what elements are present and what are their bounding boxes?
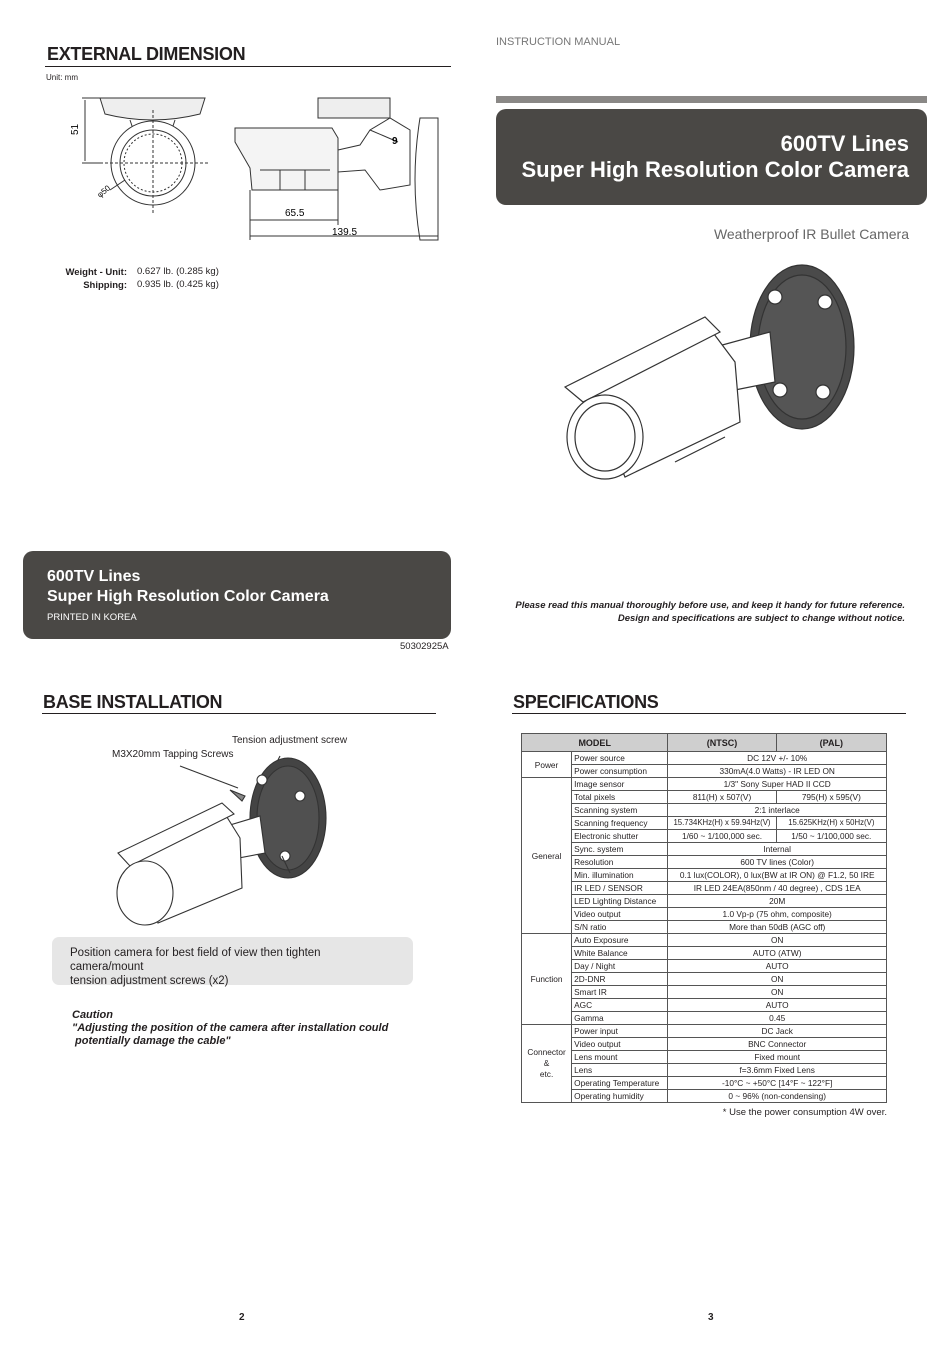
spec-footnote: * Use the power consumption 4W over. (722, 1107, 887, 1118)
table-row (522, 960, 887, 973)
table-row (522, 1077, 887, 1090)
spec-item: AGC (572, 999, 668, 1012)
back-cover-banner (23, 551, 451, 639)
table-row (522, 1038, 887, 1051)
spec-value: AUTO (ATW) (668, 947, 887, 960)
spec-item: Scanning system (572, 804, 668, 817)
spec-value: -10°C ~ +50°C [14°F ~ 122°F] (668, 1077, 887, 1090)
table-row (522, 1012, 887, 1025)
spec-value: AUTO (668, 999, 887, 1012)
note-line1: Position camera for best field of view then tighten camera/mount (70, 947, 321, 973)
table-row (522, 856, 887, 869)
instruction-manual-label: INSTRUCTION MANUAL (496, 36, 621, 48)
table-row (522, 843, 887, 856)
spec-value: BNC Connector (668, 1038, 887, 1051)
table-row (522, 778, 887, 791)
spec-value-pal: 1/50 ~ 1/100,000 sec. (776, 830, 886, 843)
table-row (522, 947, 887, 960)
spec-value: 0.45 (668, 1012, 887, 1025)
spec-value-pal: 15.625KHz(H) x 50Hz(V) (776, 817, 886, 830)
table-row (522, 921, 887, 934)
spec-value: Fixed mount (668, 1051, 887, 1064)
spec-value-ntsc: 811(H) x 507(V) (668, 791, 776, 804)
spec-item: Auto Exposure (572, 934, 668, 947)
spec-item: Lens mount (572, 1051, 668, 1064)
spec-item: White Balance (572, 947, 668, 960)
weight-values (137, 265, 219, 291)
spec-item: Video output (572, 1038, 668, 1051)
table-row (522, 1090, 887, 1103)
spec-value: ON (668, 934, 887, 947)
category-function: Function (522, 934, 572, 1025)
spec-item: Operating Temperature (572, 1077, 668, 1090)
table-row (522, 830, 887, 843)
specifications-table (521, 733, 887, 1103)
table-row (522, 869, 887, 882)
cover-rule (496, 96, 927, 103)
spec-item: Day / Night (572, 960, 668, 973)
spec-value: 330mA(4.0 Watts) - IR LED ON (668, 765, 887, 778)
caution-line2: potentially damage the cable" (72, 1035, 231, 1047)
table-row (522, 999, 887, 1012)
spec-item: Gamma (572, 1012, 668, 1025)
spec-item: Operating humidity (572, 1090, 668, 1103)
spec-value: 0.1 lux(COLOR), 0 lux(BW at IR ON) @ F1.2, 50 IRE (668, 869, 887, 882)
table-row (522, 1025, 887, 1038)
banner-line2: Super High Resolution Color Camera (47, 588, 329, 605)
spec-value: ON (668, 986, 887, 999)
spec-value: 20M (668, 895, 887, 908)
notice-line2: Design and specifications are subject to change without notice. (617, 612, 905, 624)
page-number-left: 2 (239, 1312, 245, 1323)
spec-value: DC Jack (668, 1025, 887, 1038)
table-row (522, 752, 887, 765)
spec-item: Electronic shutter (572, 830, 668, 843)
spec-item: Video output (572, 908, 668, 921)
spec-item: LED Lighting Distance (572, 895, 668, 908)
table-row (522, 895, 887, 908)
cover-title-line1: 600TV Lines (780, 131, 909, 156)
printed-in-korea: PRINTED IN KOREA (47, 612, 137, 623)
spec-item: 2D-DNR (572, 973, 668, 986)
table-row (522, 1051, 887, 1064)
notice-line1: Please read this manual thoroughly before use, and keep it handy for future reference. (515, 600, 905, 611)
table-row (522, 908, 887, 921)
spec-item: Image sensor (572, 778, 668, 791)
table-row (522, 817, 887, 830)
spec-value: Internal (668, 843, 887, 856)
specifications-title: SPECIFICATIONS (513, 692, 659, 712)
spec-value: ON (668, 973, 887, 986)
spec-value: 1/3" Sony Super HAD II CCD (668, 778, 887, 791)
table-row (522, 804, 887, 817)
dim-9: 9 (392, 136, 398, 147)
spec-item: Power consumption (572, 765, 668, 778)
spec-value-ntsc: 1/60 ~ 1/100,000 sec. (668, 830, 776, 843)
installation-illustration (110, 748, 350, 928)
cover-title-banner (496, 109, 927, 205)
camera-illustration (555, 262, 865, 492)
category-connector-line2: & (543, 1058, 550, 1068)
dim-51: 51 (70, 123, 81, 135)
category-connector-line1: Connector (527, 1047, 566, 1057)
external-dimension-title: EXTERNAL DIMENSION (47, 44, 246, 64)
section-rule (512, 713, 906, 714)
dimension-drawing (60, 90, 450, 250)
unit-label: Unit: mm (46, 73, 78, 82)
spec-value: 0 ~ 96% (non-condensing) (668, 1090, 887, 1103)
table-row (522, 934, 887, 947)
spec-value: DC 12V +/- 10% (668, 752, 887, 765)
table-row (522, 1064, 887, 1077)
spec-item: IR LED / SENSOR (572, 882, 668, 895)
header-pal: (PAL) (776, 734, 886, 752)
base-installation-title: BASE INSTALLATION (43, 692, 223, 712)
label-tension-screw: Tension adjustment screw (232, 735, 348, 746)
table-header-row (522, 734, 887, 752)
note-line2: tension adjustment screws (x2) (70, 975, 229, 987)
spec-item: Power source (572, 752, 668, 765)
section-rule (45, 66, 451, 67)
spec-value-ntsc: 15.734KHz(H) x 59.94Hz(V) (668, 817, 776, 830)
spec-item: Total pixels (572, 791, 668, 804)
category-general: General (522, 778, 572, 934)
dim-65: 65.5 (285, 208, 305, 219)
label-tapping-screws: M3X20mm Tapping Screws (112, 749, 234, 760)
spec-value-pal: 795(H) x 595(V) (776, 791, 886, 804)
spec-item: Smart IR (572, 986, 668, 999)
table-row (522, 791, 887, 804)
doc-code: 50302925A (400, 641, 449, 652)
dim-139: 139.5 (332, 227, 358, 238)
category-connector-line3: etc. (539, 1069, 554, 1079)
table-row (522, 986, 887, 999)
spec-item: Scanning frequency (572, 817, 668, 830)
spec-value: 1.0 Vp-p (75 ohm, composite) (668, 908, 887, 921)
spec-item: Sync. system (572, 843, 668, 856)
cover-notice (440, 600, 905, 625)
weight-shipping-label: Shipping: (83, 280, 127, 291)
table-row (522, 882, 887, 895)
category-power: Power (522, 752, 572, 778)
dim-diameter: φ50 (95, 183, 113, 200)
category-connector (522, 1025, 572, 1103)
spec-item: Min. illumination (572, 869, 668, 882)
header-model: MODEL (522, 734, 668, 752)
spec-value: 600 TV lines (Color) (668, 856, 887, 869)
cover-title-line2: Super High Resolution Color Camera (521, 157, 909, 182)
weight-unit-value: 0.627 lb. (0.285 kg) (137, 266, 219, 277)
spec-value: IR LED 24EA(850nm / 40 degree) , CDS 1EA (668, 882, 887, 895)
caution-title: Caution (72, 1009, 113, 1021)
cover-subtitle: Weatherproof IR Bullet Camera (713, 226, 909, 242)
header-ntsc: (NTSC) (668, 734, 776, 752)
caution-line1: "Adjusting the position of the camera after installation could (72, 1022, 389, 1034)
spec-item: Lens (572, 1064, 668, 1077)
spec-value: f=3.6mm Fixed Lens (668, 1064, 887, 1077)
weight-shipping-value: 0.935 lb. (0.425 kg) (137, 279, 219, 290)
section-rule (42, 713, 436, 714)
table-row (522, 765, 887, 778)
spec-value: AUTO (668, 960, 887, 973)
banner-line1: 600TV Lines (47, 568, 141, 585)
table-row (522, 973, 887, 986)
weight-unit-label: Weight - Unit: (65, 267, 127, 278)
spec-value: 2:1 interlace (668, 804, 887, 817)
spec-item: S/N ratio (572, 921, 668, 934)
weight-labels (47, 266, 127, 292)
spec-value: More than 50dB (AGC off) (668, 921, 887, 934)
installation-note (52, 937, 413, 985)
spec-item: Power input (572, 1025, 668, 1038)
caution-block (72, 1009, 388, 1048)
page-number-right: 3 (708, 1312, 714, 1323)
spec-item: Resolution (572, 856, 668, 869)
